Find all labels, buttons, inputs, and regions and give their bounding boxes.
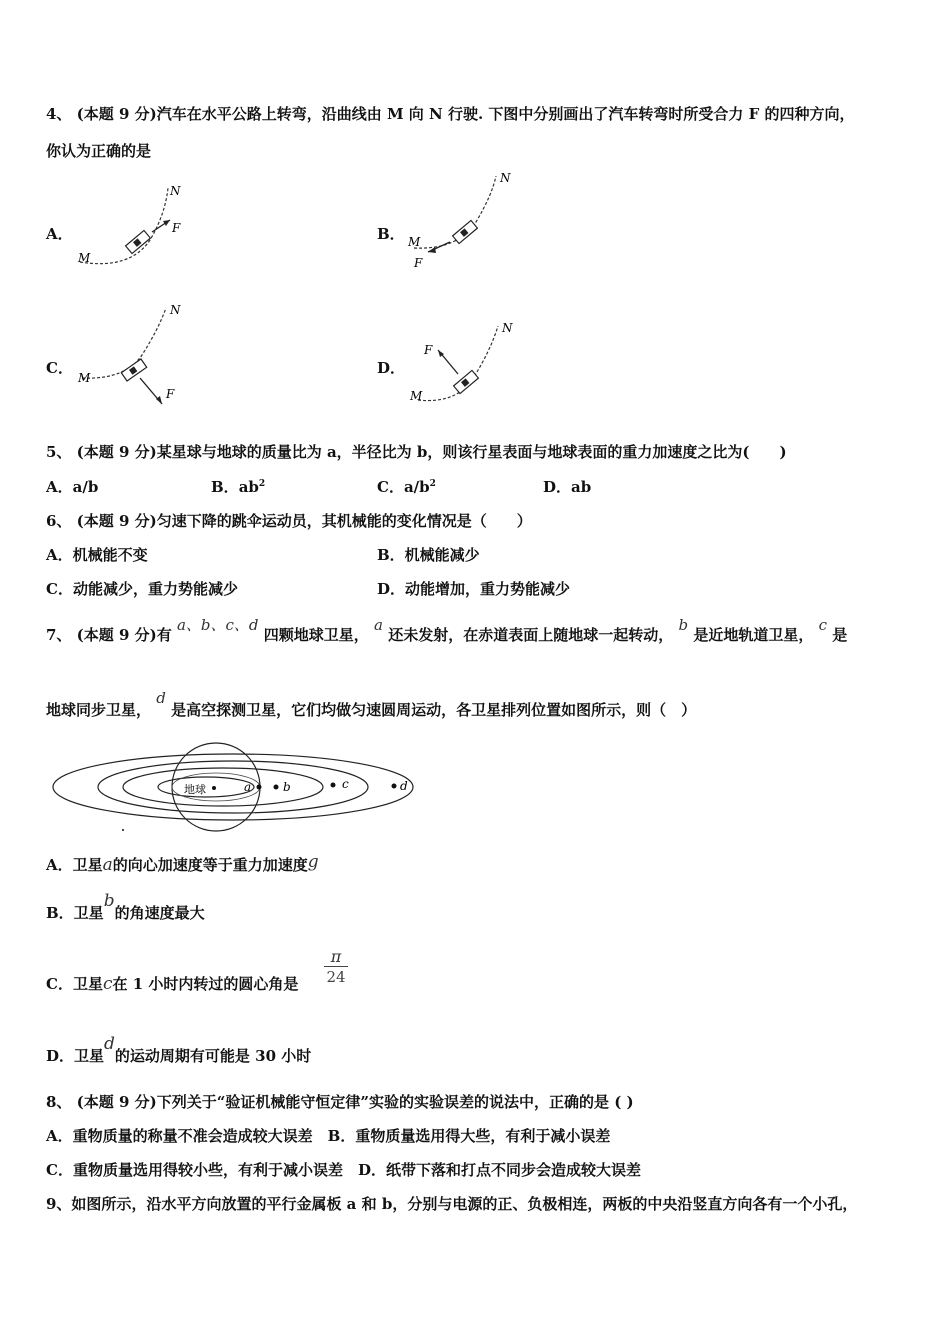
- q7-option-a: A．卫星a的向心加速度等于重力加速度g: [46, 852, 319, 875]
- q7-fig-c: c: [342, 777, 349, 791]
- q6-option-a: A．机械能不变: [46, 546, 148, 564]
- q5-option-c: C．$a/b^2$: [377, 478, 436, 496]
- q4-b-m-label: M: [408, 235, 421, 249]
- q4-a-n-label: N: [170, 184, 181, 198]
- q7-option-c: C．卫星c在 1 小时内转过的圆心角是: [46, 974, 299, 994]
- q4-figure-c: [70, 300, 200, 410]
- q4-figure-b: [400, 170, 530, 275]
- q5-option-d: D．ab: [543, 478, 592, 496]
- q5-option-a: A．a/b: [46, 478, 99, 496]
- q4-figure-a: [70, 180, 200, 280]
- q6-option-c: C．动能减少，重力势能减少: [46, 580, 238, 598]
- q8-stem: 8、 (本题 9 分)下列关于“验证机械能守恒定律”实验的实验误差的说法中，正确的是 ( ): [46, 1093, 634, 1111]
- q7-stem-line2: 地球同步卫星， d 是高空探测卫星，它们均做匀速圆周运动，各卫星排列位置如图所示，则（ ）: [46, 689, 697, 719]
- q4-option-b-label: B．: [377, 225, 405, 243]
- q7-orbit-figure: [48, 745, 418, 835]
- q7-stem-line1: 7、 (本题 9 分)有 a、b、c、d 四颗地球卫星， a 还未发射，在赤道表面上随地球一起转动， b 是近地轨道卫星， c 是: [46, 616, 848, 644]
- q8-options-row1: A．重物质量的称量不准会造成较大误差 B．重物质量选用得大些，有利于减小误差: [46, 1127, 611, 1145]
- q4-option-d-label: D．: [377, 359, 406, 377]
- q4-option-c-label: C．: [46, 359, 73, 377]
- q7-fig-d: d: [400, 779, 408, 793]
- q4-figure-d: [400, 318, 530, 408]
- q7-option-b: B．卫星b的角速度最大: [46, 891, 205, 922]
- q7-fig-a: a: [244, 780, 252, 794]
- q9-stem: 9、如图所示，沿水平方向放置的平行金属板 a 和 b，分别与电源的正、负极相连，两板的中央沿竖直方向各有一个小孔，: [46, 1195, 858, 1213]
- q6-option-b: B．机械能减少: [377, 546, 480, 564]
- q7-option-c-fraction: π 24: [324, 948, 348, 987]
- q5-option-b: B．$ab^2$: [211, 478, 266, 496]
- q7-earth-label: 地球: [184, 783, 206, 796]
- q6-stem: 6、 (本题 9 分)匀速下降的跳伞运动员，其机械能的变化情况是（ ）: [46, 512, 532, 530]
- q6-option-d: D．动能增加，重力势能减少: [377, 580, 571, 598]
- q4-b-f-label: F: [414, 256, 423, 270]
- q4-a-f-label: F: [172, 221, 181, 235]
- q4-a-m-label: M: [78, 251, 91, 265]
- q5-stem: 5、 (本题 9 分)某星球与地球的质量比为 a，半径比为 b，则该行星表面与地球表面的重力加速度之比为( ): [46, 443, 787, 461]
- q7-option-d: D．卫星d的运动周期有可能是 30 小时: [46, 1034, 312, 1065]
- q4-c-m-label: M: [78, 371, 91, 385]
- q4-c-f-label: F: [166, 387, 175, 401]
- q4-b-n-label: N: [500, 171, 511, 185]
- q4-d-n-label: N: [502, 321, 513, 335]
- q4-d-f-label: F: [424, 343, 433, 357]
- q4-c-n-label: N: [170, 303, 181, 317]
- q7-fig-b: b: [283, 780, 291, 794]
- q4-stem-line1: 4、 (本题 9 分)汽车在水平公路上转弯，沿曲线由 M 向 N 行驶. 下图中分别画出了汽车转弯时所受合力 F 的四种方向，: [46, 105, 855, 123]
- q8-options-row2: C．重物质量选用得较小些，有利于减小误差 D．纸带下落和打点不同步会造成较大误差: [46, 1161, 641, 1179]
- q4-d-m-label: M: [410, 389, 423, 403]
- q4-option-a-label: A．: [46, 225, 73, 243]
- q4-stem-line2: 你认为正确的是: [46, 142, 152, 160]
